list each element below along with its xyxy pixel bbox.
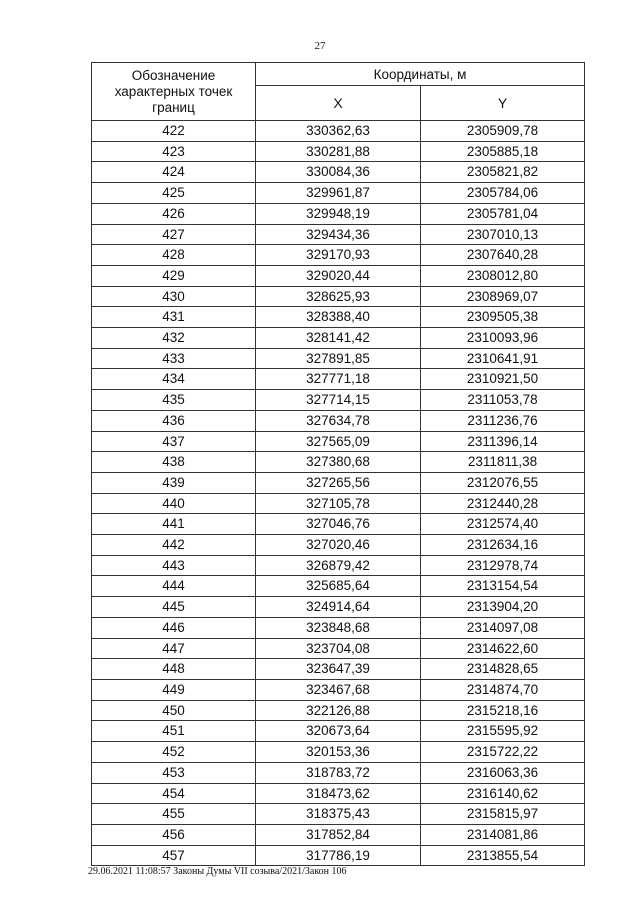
footer-stamp: 29.06.2021 11:08:57 Законы Думы VII созыва/2021/Закон 106 xyxy=(88,866,347,877)
y-coordinate-cell: 2305784,06 xyxy=(421,183,585,204)
x-coordinate-cell: 324914,64 xyxy=(256,597,421,618)
y-coordinate-cell: 2312440,28 xyxy=(421,493,585,514)
point-id-cell: 456 xyxy=(92,824,256,845)
x-coordinate-cell: 328388,40 xyxy=(256,307,421,328)
point-id-cell: 437 xyxy=(92,431,256,452)
point-id-cell: 432 xyxy=(92,328,256,349)
y-coordinate-cell: 2310093,96 xyxy=(421,328,585,349)
table-row xyxy=(92,700,585,721)
x-header: X xyxy=(256,86,421,121)
point-id-cell: 450 xyxy=(92,700,256,721)
table-row xyxy=(92,410,585,431)
point-id-cell: 433 xyxy=(92,348,256,369)
y-coordinate-cell: 2313855,54 xyxy=(421,845,585,866)
point-id-cell: 424 xyxy=(92,162,256,183)
x-coordinate-cell: 327714,15 xyxy=(256,390,421,411)
x-coordinate-cell: 327771,18 xyxy=(256,369,421,390)
point-id-cell: 422 xyxy=(92,121,256,142)
table-row xyxy=(92,804,585,825)
table-row xyxy=(92,721,585,742)
x-coordinate-cell: 329961,87 xyxy=(256,183,421,204)
y-coordinate-cell: 2315218,16 xyxy=(421,700,585,721)
y-coordinate-cell: 2311811,38 xyxy=(421,452,585,473)
table-row xyxy=(92,452,585,473)
table-row xyxy=(92,824,585,845)
point-id-cell: 431 xyxy=(92,307,256,328)
table-row xyxy=(92,162,585,183)
y-coordinate-cell: 2313904,20 xyxy=(421,597,585,618)
point-id-cell: 438 xyxy=(92,452,256,473)
point-id-cell: 430 xyxy=(92,286,256,307)
x-coordinate-cell: 327380,68 xyxy=(256,452,421,473)
y-coordinate-cell: 2312076,55 xyxy=(421,472,585,493)
coordinates-table xyxy=(91,62,585,866)
table-row xyxy=(92,617,585,638)
table-row xyxy=(92,328,585,349)
point-id-cell: 441 xyxy=(92,514,256,535)
point-id-cell: 451 xyxy=(92,721,256,742)
point-id-cell: 448 xyxy=(92,659,256,680)
x-coordinate-cell: 329434,36 xyxy=(256,224,421,245)
point-id-cell: 423 xyxy=(92,141,256,162)
y-coordinate-cell: 2311236,76 xyxy=(421,410,585,431)
table-row xyxy=(92,742,585,763)
x-coordinate-cell: 325685,64 xyxy=(256,576,421,597)
table-row xyxy=(92,348,585,369)
x-coordinate-cell: 329020,44 xyxy=(256,265,421,286)
coordinates-header: Координаты, м xyxy=(256,63,585,86)
table-row xyxy=(92,265,585,286)
table-row xyxy=(92,183,585,204)
x-coordinate-cell: 323647,39 xyxy=(256,659,421,680)
table-row xyxy=(92,783,585,804)
table-row xyxy=(92,307,585,328)
point-id-cell: 452 xyxy=(92,742,256,763)
table-row xyxy=(92,514,585,535)
y-coordinate-cell: 2305885,18 xyxy=(421,141,585,162)
x-coordinate-cell: 322126,88 xyxy=(256,700,421,721)
x-coordinate-cell: 320153,36 xyxy=(256,742,421,763)
point-id-cell: 435 xyxy=(92,390,256,411)
x-coordinate-cell: 318375,43 xyxy=(256,804,421,825)
point-id-cell: 443 xyxy=(92,555,256,576)
y-coordinate-cell: 2313154,54 xyxy=(421,576,585,597)
y-coordinate-cell: 2314874,70 xyxy=(421,679,585,700)
table-row xyxy=(92,390,585,411)
point-id-cell: 434 xyxy=(92,369,256,390)
y-coordinate-cell: 2314622,60 xyxy=(421,638,585,659)
table-row xyxy=(92,141,585,162)
y-coordinate-cell: 2305781,04 xyxy=(421,203,585,224)
y-coordinate-cell: 2310641,91 xyxy=(421,348,585,369)
point-id-cell: 457 xyxy=(92,845,256,866)
table-row xyxy=(92,597,585,618)
table-row xyxy=(92,535,585,556)
table-row xyxy=(92,762,585,783)
table-row xyxy=(92,679,585,700)
table-body xyxy=(92,121,585,866)
y-coordinate-cell: 2314828,65 xyxy=(421,659,585,680)
x-coordinate-cell: 318783,72 xyxy=(256,762,421,783)
table-row xyxy=(92,576,585,597)
y-coordinate-cell: 2307640,28 xyxy=(421,245,585,266)
point-id-cell: 449 xyxy=(92,679,256,700)
point-id-cell: 445 xyxy=(92,597,256,618)
x-coordinate-cell: 327265,56 xyxy=(256,472,421,493)
y-coordinate-cell: 2310921,50 xyxy=(421,369,585,390)
x-coordinate-cell: 320673,64 xyxy=(256,721,421,742)
table-row xyxy=(92,493,585,514)
y-coordinate-cell: 2308969,07 xyxy=(421,286,585,307)
point-id-cell: 444 xyxy=(92,576,256,597)
x-coordinate-cell: 329948,19 xyxy=(256,203,421,224)
y-coordinate-cell: 2314097,08 xyxy=(421,617,585,638)
table-row xyxy=(92,431,585,452)
table-row xyxy=(92,121,585,142)
point-id-cell: 427 xyxy=(92,224,256,245)
table-row xyxy=(92,369,585,390)
table-row xyxy=(92,286,585,307)
table-row xyxy=(92,845,585,866)
x-coordinate-cell: 327891,85 xyxy=(256,348,421,369)
y-coordinate-cell: 2314081,86 xyxy=(421,824,585,845)
y-coordinate-cell: 2305909,78 xyxy=(421,121,585,142)
table-row xyxy=(92,555,585,576)
y-coordinate-cell: 2315722,22 xyxy=(421,742,585,763)
y-coordinate-cell: 2315595,92 xyxy=(421,721,585,742)
y-coordinate-cell: 2316140,62 xyxy=(421,783,585,804)
y-coordinate-cell: 2309505,38 xyxy=(421,307,585,328)
x-coordinate-cell: 327565,09 xyxy=(256,431,421,452)
x-coordinate-cell: 318473,62 xyxy=(256,783,421,804)
y-coordinate-cell: 2311053,78 xyxy=(421,390,585,411)
x-coordinate-cell: 330362,63 xyxy=(256,121,421,142)
table-row xyxy=(92,203,585,224)
x-coordinate-cell: 327046,76 xyxy=(256,514,421,535)
point-id-cell: 436 xyxy=(92,410,256,431)
y-coordinate-cell: 2316063,36 xyxy=(421,762,585,783)
point-id-cell: 455 xyxy=(92,804,256,825)
y-coordinate-cell: 2312574,40 xyxy=(421,514,585,535)
table-row xyxy=(92,245,585,266)
x-coordinate-cell: 328625,93 xyxy=(256,286,421,307)
y-coordinate-cell: 2308012,80 xyxy=(421,265,585,286)
point-id-cell: 428 xyxy=(92,245,256,266)
y-coordinate-cell: 2311396,14 xyxy=(421,431,585,452)
y-coordinate-cell: 2312978,74 xyxy=(421,555,585,576)
point-id-cell: 429 xyxy=(92,265,256,286)
y-coordinate-cell: 2315815,97 xyxy=(421,804,585,825)
point-id-cell: 447 xyxy=(92,638,256,659)
x-coordinate-cell: 323467,68 xyxy=(256,679,421,700)
table-row xyxy=(92,472,585,493)
point-id-cell: 440 xyxy=(92,493,256,514)
x-coordinate-cell: 317786,19 xyxy=(256,845,421,866)
y-coordinate-cell: 2307010,13 xyxy=(421,224,585,245)
x-coordinate-cell: 329170,93 xyxy=(256,245,421,266)
point-id-cell: 426 xyxy=(92,203,256,224)
y-coordinate-cell: 2305821,82 xyxy=(421,162,585,183)
x-coordinate-cell: 330084,36 xyxy=(256,162,421,183)
x-coordinate-cell: 323704,08 xyxy=(256,638,421,659)
table-row xyxy=(92,638,585,659)
x-coordinate-cell: 326879,42 xyxy=(256,555,421,576)
x-coordinate-cell: 328141,42 xyxy=(256,328,421,349)
x-coordinate-cell: 323848,68 xyxy=(256,617,421,638)
x-coordinate-cell: 327634,78 xyxy=(256,410,421,431)
point-id-cell: 453 xyxy=(92,762,256,783)
point-id-cell: 439 xyxy=(92,472,256,493)
x-coordinate-cell: 327105,78 xyxy=(256,493,421,514)
x-coordinate-cell: 330281,88 xyxy=(256,141,421,162)
table-row xyxy=(92,659,585,680)
point-id-cell: 442 xyxy=(92,535,256,556)
point-id-cell: 425 xyxy=(92,183,256,204)
point-id-cell: 446 xyxy=(92,617,256,638)
page-number: 27 xyxy=(314,40,326,52)
designation-header: Обозначение характерных точек границ xyxy=(92,63,256,121)
table-row xyxy=(92,224,585,245)
x-coordinate-cell: 317852,84 xyxy=(256,824,421,845)
x-coordinate-cell: 327020,46 xyxy=(256,535,421,556)
y-header: Y xyxy=(421,86,585,121)
point-id-cell: 454 xyxy=(92,783,256,804)
y-coordinate-cell: 2312634,16 xyxy=(421,535,585,556)
